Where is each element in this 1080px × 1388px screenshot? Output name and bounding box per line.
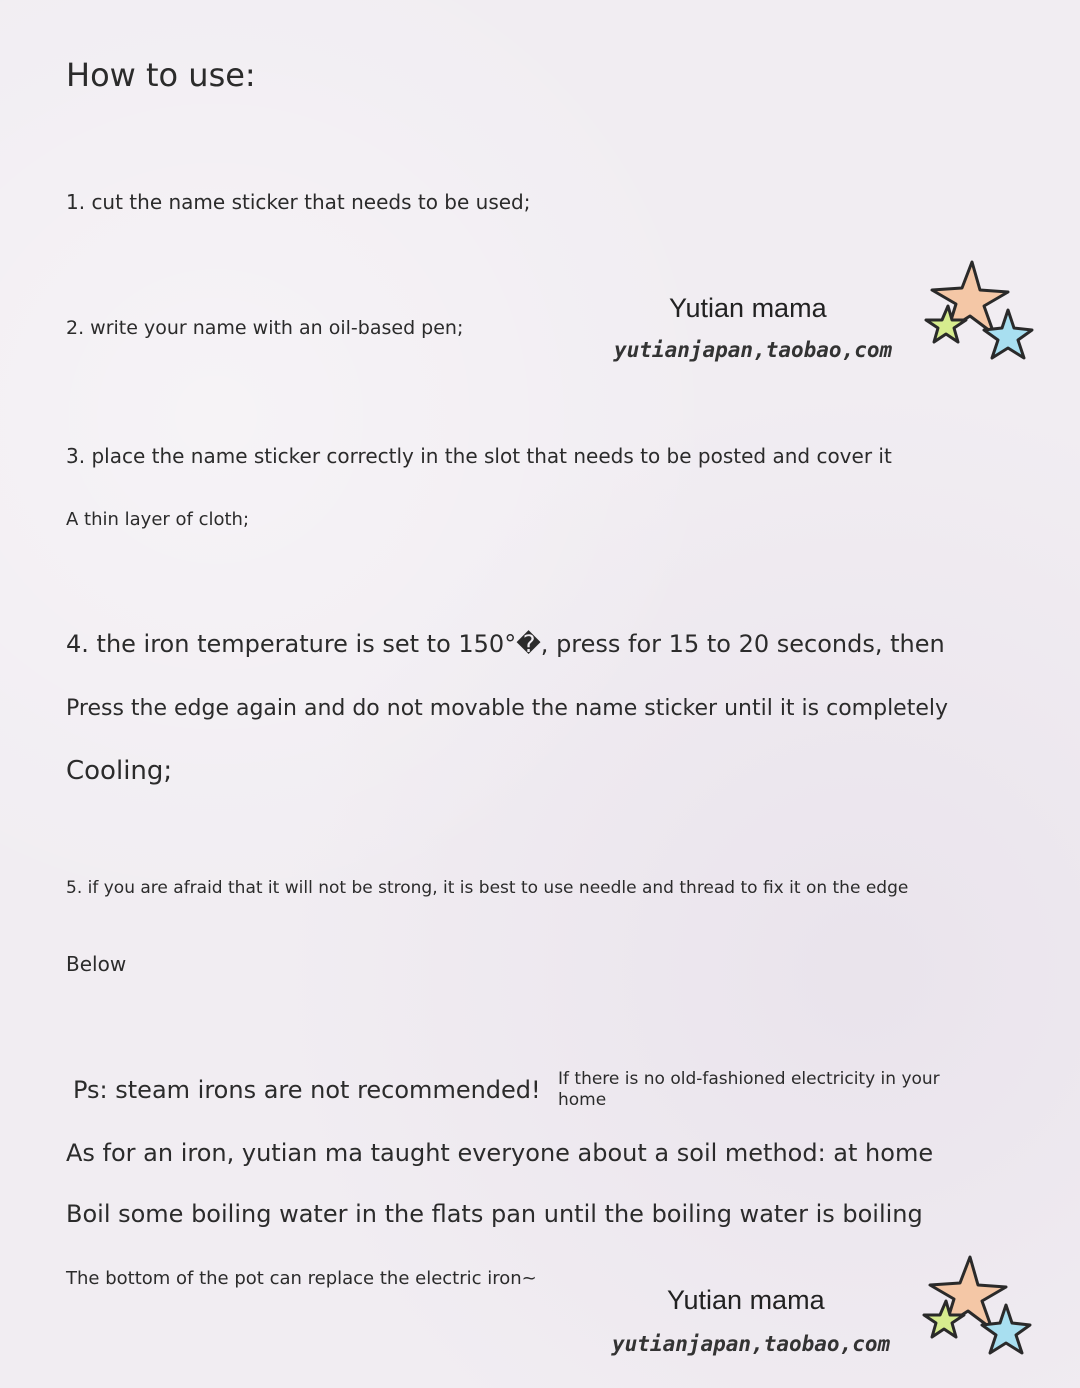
step-4-line-1: 4. the iron temperature is set to 150°�, press for 15 to 20 seconds, then xyxy=(66,630,945,658)
step-4-line-3: Cooling; xyxy=(66,756,173,786)
watermark-name: Yutian mama xyxy=(669,293,827,323)
step-5-line-2: Below xyxy=(66,952,127,976)
stars-icon xyxy=(910,1245,1040,1365)
step-3-line-2: A thin layer of cloth; xyxy=(66,509,250,530)
watermark-url: yutianjapan,taobao,com xyxy=(612,1332,891,1356)
ps-line-1: As for an iron, yutian ma taught everyone about a soil method: at home xyxy=(66,1139,934,1167)
ps-line-3: The bottom of the pot can replace the electric iron~ xyxy=(66,1268,537,1289)
step-4-line-2: Press the edge again and do not movable the name sticker until it is completely xyxy=(66,696,949,721)
step-1: 1. cut the name sticker that needs to be used; xyxy=(66,190,531,214)
step-5-line-1: 5. if you are afraid that it will not be strong, it is best to use needle and thread to fix it on the edge xyxy=(66,878,909,898)
step-3-line-1: 3. place the name sticker correctly in the slot that needs to be posted and cover it xyxy=(66,444,892,468)
watermark-name: Yutian mama xyxy=(667,1285,825,1315)
step-2: 2. write your name with an oil-based pen; xyxy=(66,317,464,339)
ps-side-note: If there is no old-fashioned electricity in your home xyxy=(558,1069,940,1110)
ps-line-2: Boil some boiling water in the flats pan until the boiling water is boiling xyxy=(66,1200,923,1228)
stars-icon xyxy=(912,250,1042,370)
page-title: How to use: xyxy=(66,56,256,94)
ps-note: Ps: steam irons are not recommended! xyxy=(73,1076,541,1104)
watermark-bottom xyxy=(610,1245,1040,1375)
watermark-url: yutianjapan,taobao,com xyxy=(614,338,893,362)
watermark-top xyxy=(612,250,1042,380)
